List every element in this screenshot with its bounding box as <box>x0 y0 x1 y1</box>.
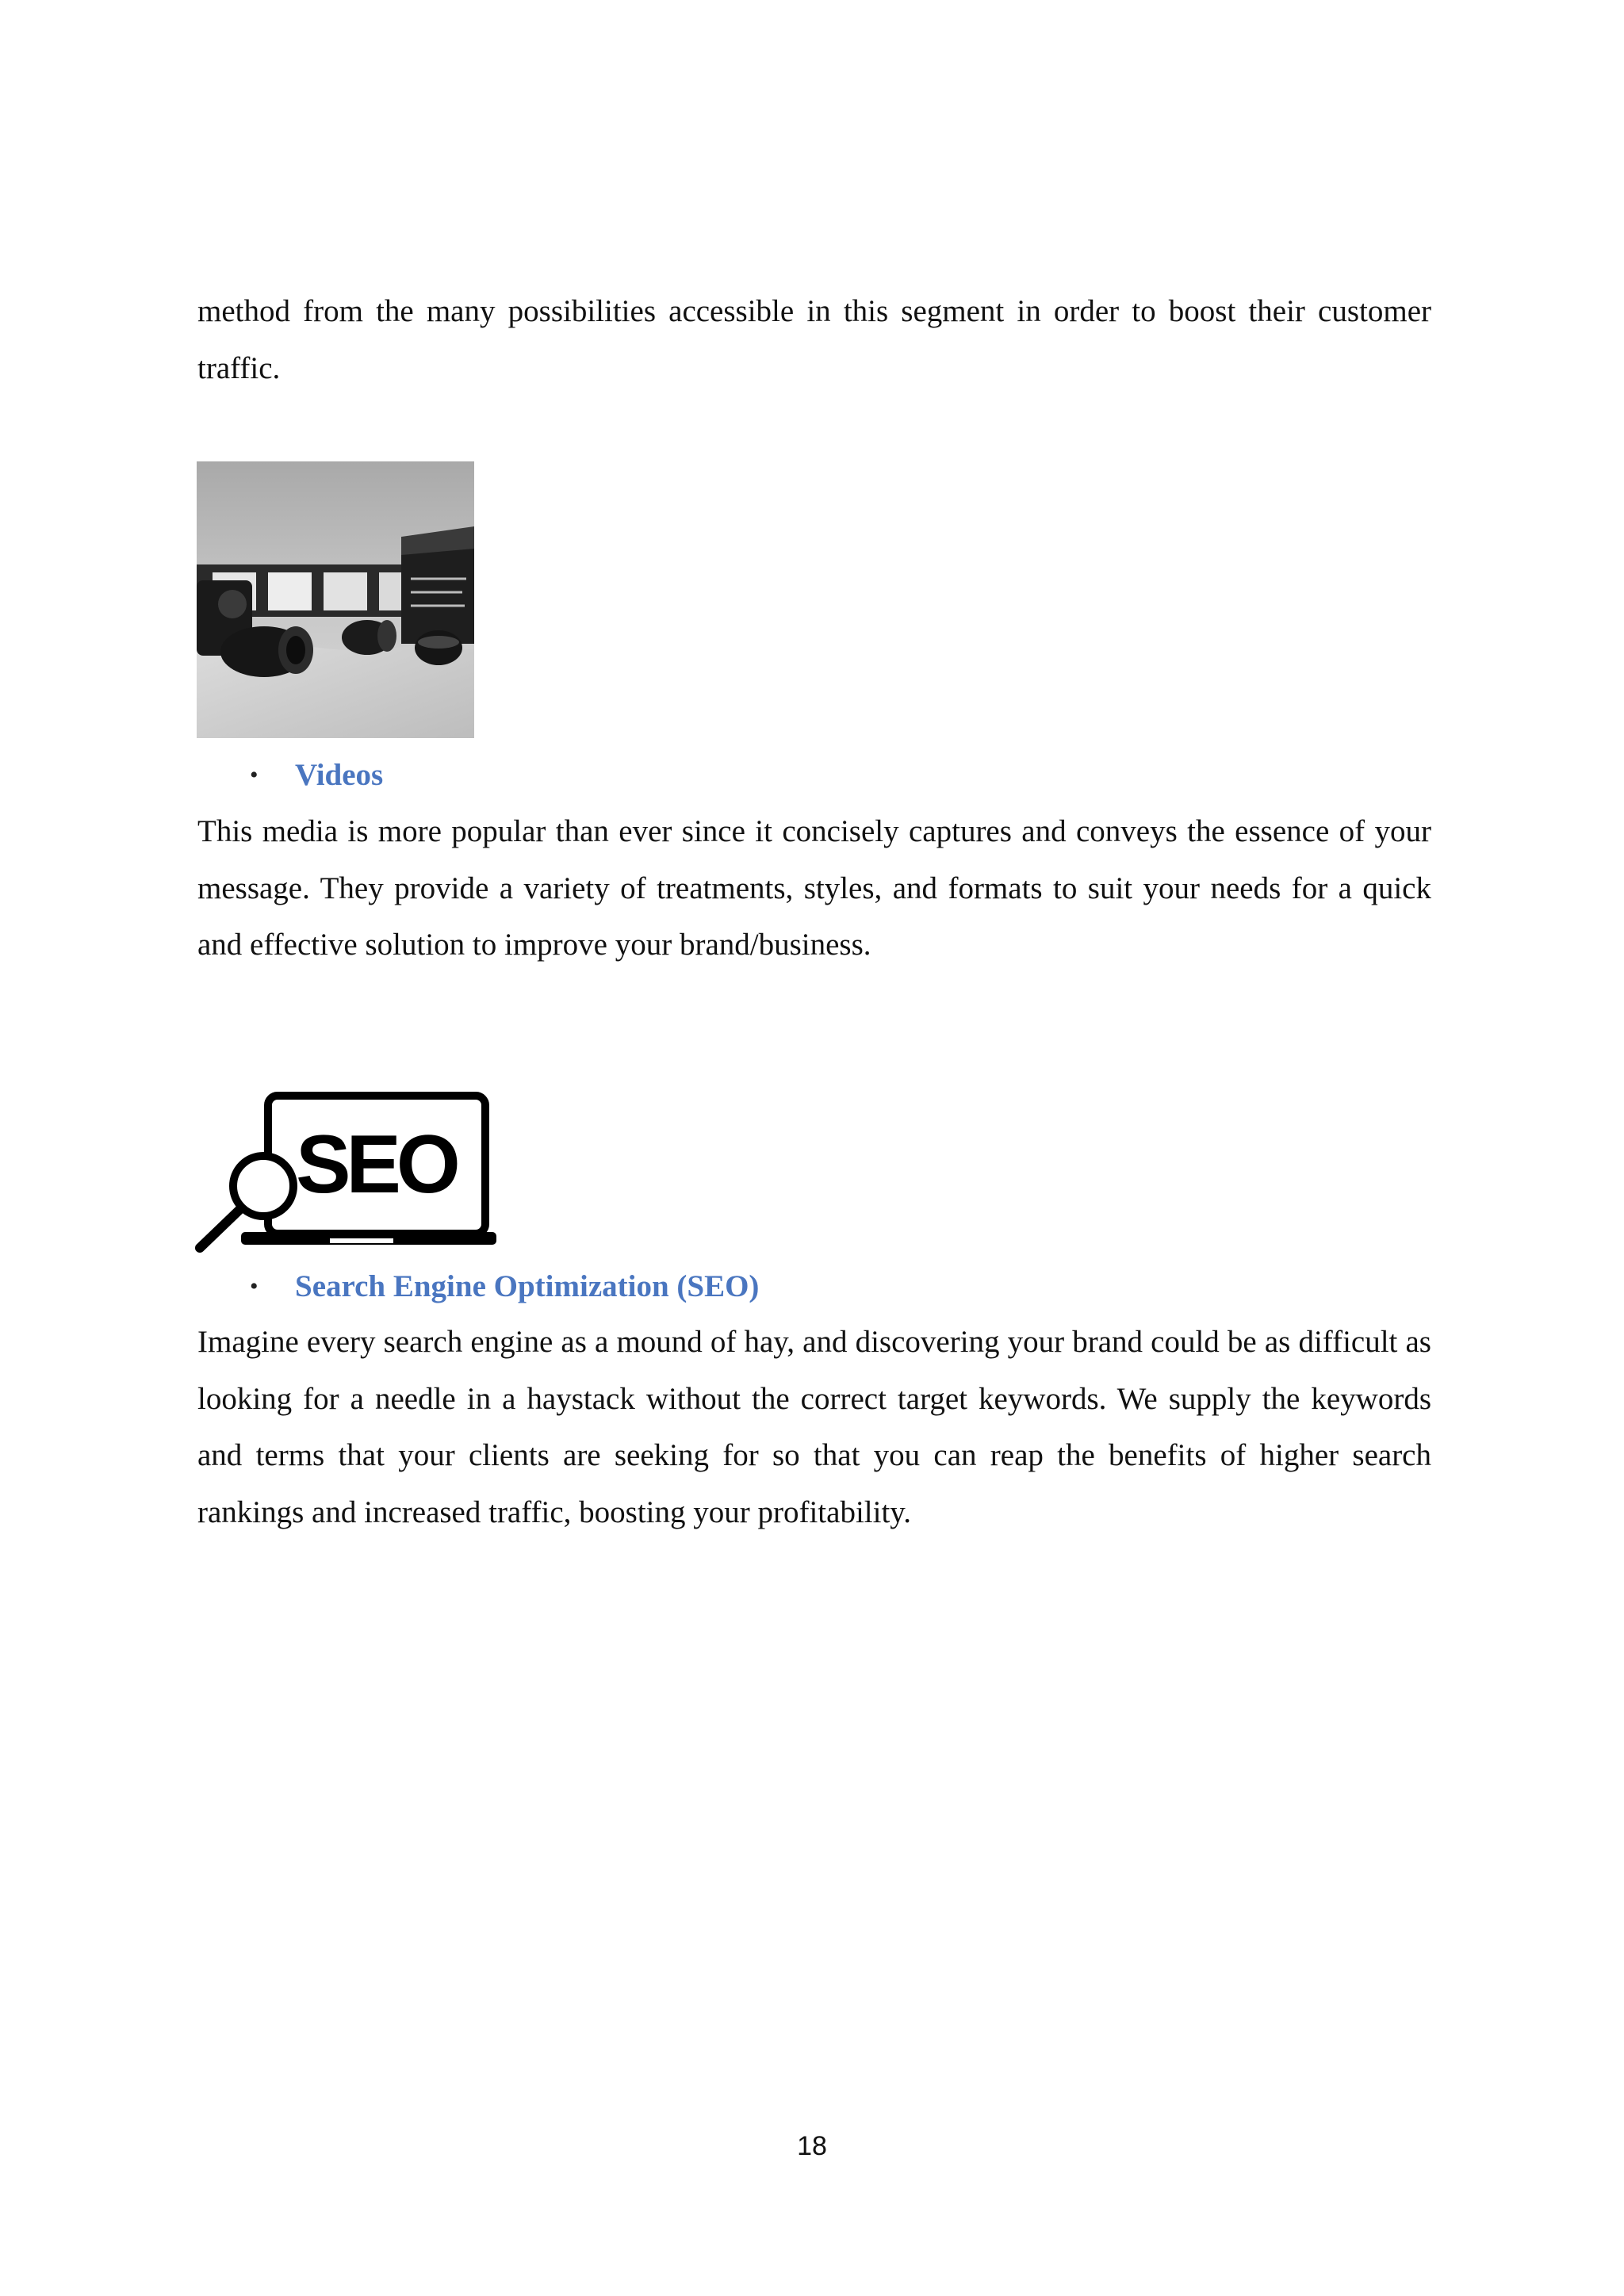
videos-heading-label: Videos <box>295 758 384 792</box>
videos-paragraph: This media is more popular than ever since it concisely captures and conveys the essence of your message. They provide a variety of treatments, styles, and formats to suit your needs for a quick and effective solution to improve your brand/business. <box>197 814 1431 962</box>
bullet-marker: • <box>250 762 259 788</box>
seo-laptop-magnifier-icon <box>195 1091 500 1253</box>
page-number: 18 <box>797 2131 827 2161</box>
bullet-marker: • <box>250 1273 259 1299</box>
intro-paragraph: method from the many possibilities accessible in this segment in order to boost their customer traffic. <box>197 294 1431 385</box>
seo-heading-label: Search Engine Optimization (SEO) <box>295 1269 760 1303</box>
seo-paragraph: Imagine every search engine as a mound of hay, and discovering your brand could be as difficult as looking for a needle in a haystack without the correct target keywords. We supply the keywords and terms that your clients are seeking for so that you can reap the benefits of higher search rankings and increased traffic, boosting your profitability. <box>197 1325 1431 1529</box>
video-equipment-photo <box>197 461 474 738</box>
seo-logo-text: SEO <box>296 1119 456 1211</box>
